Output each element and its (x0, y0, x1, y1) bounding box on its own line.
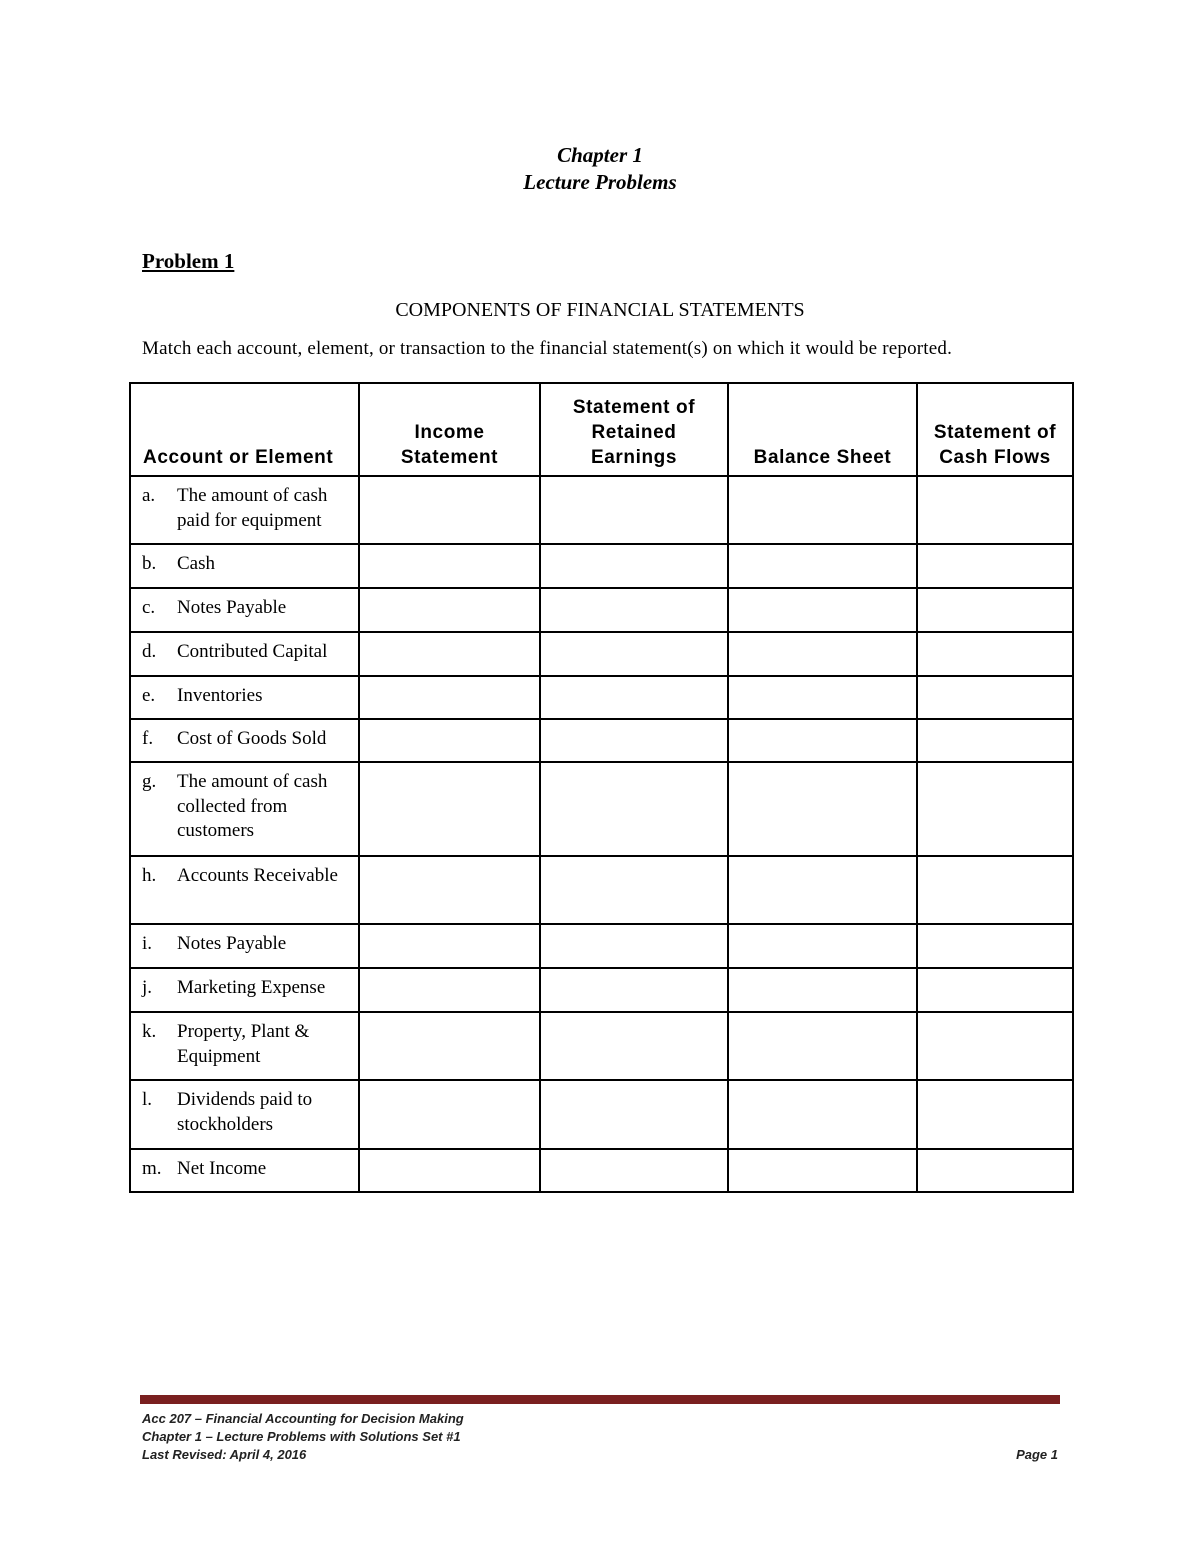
row-letter: g. (142, 771, 157, 792)
account-cell (130, 1080, 359, 1149)
cash-flows-cell[interactable] (917, 588, 1073, 632)
cash-flows-cell[interactable] (917, 719, 1073, 762)
retained-earnings-cell[interactable] (540, 632, 728, 676)
balance-sheet-cell[interactable] (728, 968, 917, 1012)
balance-sheet-cell[interactable] (728, 1080, 917, 1149)
retained-earnings-cell[interactable] (540, 968, 728, 1012)
account-cell (130, 1149, 359, 1192)
retained-earnings-cell[interactable] (540, 544, 728, 588)
income-statement-cell[interactable] (359, 1080, 540, 1149)
header-retained-earnings: Statement of Retained Earnings (540, 383, 728, 476)
row-letter: c. (142, 597, 156, 618)
account-cell (130, 476, 359, 544)
retained-earnings-cell[interactable] (540, 588, 728, 632)
account-name: Inventories (177, 685, 263, 706)
income-statement-cell[interactable] (359, 719, 540, 762)
row-letter: d. (142, 641, 157, 662)
balance-sheet-cell[interactable] (728, 719, 917, 762)
account-name: Accounts Receivable (177, 865, 338, 886)
income-statement-cell[interactable] (359, 588, 540, 632)
problem-label: Problem 1 (142, 249, 235, 273)
footer-course: Acc 207 – Financial Accounting for Decision Making (142, 1411, 464, 1426)
cash-flows-cell[interactable] (917, 1080, 1073, 1149)
header-income-statement: Income Statement (359, 383, 540, 476)
chapter-subtitle: Lecture Problems (523, 170, 677, 194)
row-letter: h. (142, 865, 157, 886)
income-statement-cell[interactable] (359, 632, 540, 676)
account-name: Notes Payable (177, 597, 287, 618)
account-name: Dividends paid to stockholders (177, 1089, 313, 1135)
header-balance-sheet: Balance Sheet (728, 383, 917, 476)
balance-sheet-cell[interactable] (728, 1012, 917, 1080)
account-cell (130, 762, 359, 856)
footer-page-number: Page 1 (1016, 1447, 1058, 1462)
footer-revised: Last Revised: April 4, 2016 (142, 1447, 307, 1462)
cash-flows-cell[interactable] (917, 1149, 1073, 1192)
retained-earnings-cell[interactable] (540, 1012, 728, 1080)
balance-sheet-cell[interactable] (728, 588, 917, 632)
section-heading: COMPONENTS OF FINANCIAL STATEMENTS (395, 299, 805, 321)
balance-sheet-cell[interactable] (728, 632, 917, 676)
account-cell (130, 856, 359, 924)
account-cell (130, 719, 359, 762)
income-statement-cell[interactable] (359, 1012, 540, 1080)
balance-sheet-cell[interactable] (728, 476, 917, 544)
income-statement-cell[interactable] (359, 968, 540, 1012)
income-statement-cell[interactable] (359, 924, 540, 968)
account-name: The amount of cash paid for equipment (177, 485, 328, 531)
table-row (130, 1149, 1073, 1192)
table-row (130, 762, 1073, 856)
account-cell (130, 968, 359, 1012)
cash-flows-cell[interactable] (917, 544, 1073, 588)
retained-earnings-cell[interactable] (540, 1080, 728, 1149)
account-name: Notes Payable (177, 933, 287, 954)
table-row (130, 676, 1073, 719)
table-row (130, 544, 1073, 588)
income-statement-cell[interactable] (359, 762, 540, 856)
account-cell (130, 632, 359, 676)
table-row (130, 968, 1073, 1012)
income-statement-cell[interactable] (359, 856, 540, 924)
account-cell (130, 588, 359, 632)
account-name: Property, Plant & Equipment (177, 1021, 310, 1067)
table-row (130, 856, 1073, 924)
account-name: Cost of Goods Sold (177, 728, 327, 749)
row-letter: j. (142, 977, 153, 998)
row-letter: m. (142, 1158, 162, 1179)
account-name: Contributed Capital (177, 641, 328, 662)
account-name: Marketing Expense (177, 977, 326, 998)
cash-flows-cell[interactable] (917, 632, 1073, 676)
table-row (130, 924, 1073, 968)
balance-sheet-cell[interactable] (728, 1149, 917, 1192)
cash-flows-cell[interactable] (917, 924, 1073, 968)
row-letter: a. (142, 485, 156, 506)
cash-flows-cell[interactable] (917, 762, 1073, 856)
account-name: Cash (177, 553, 215, 574)
retained-earnings-cell[interactable] (540, 924, 728, 968)
cash-flows-cell[interactable] (917, 856, 1073, 924)
balance-sheet-cell[interactable] (728, 924, 917, 968)
table-row (130, 588, 1073, 632)
table-row (130, 632, 1073, 676)
cash-flows-cell[interactable] (917, 968, 1073, 1012)
account-cell (130, 924, 359, 968)
table-row (130, 476, 1073, 544)
footer-set: Chapter 1 – Lecture Problems with Solutions Set #1 (142, 1429, 461, 1444)
balance-sheet-cell[interactable] (728, 856, 917, 924)
income-statement-cell[interactable] (359, 676, 540, 719)
header-account: Account or Element (130, 383, 359, 476)
statements-table (129, 382, 1074, 1193)
table-row (130, 1080, 1073, 1149)
cash-flows-cell[interactable] (917, 676, 1073, 719)
retained-earnings-cell[interactable] (540, 476, 728, 544)
row-letter: b. (142, 553, 157, 574)
cash-flows-cell[interactable] (917, 476, 1073, 544)
account-cell (130, 544, 359, 588)
retained-earnings-cell[interactable] (540, 676, 728, 719)
retained-earnings-cell[interactable] (540, 762, 728, 856)
table-header-row (130, 383, 1073, 476)
row-letter: f. (142, 728, 154, 749)
income-statement-cell[interactable] (359, 1149, 540, 1192)
balance-sheet-cell[interactable] (728, 544, 917, 588)
account-name: Net Income (177, 1158, 267, 1179)
chapter-title: Chapter 1 (557, 143, 643, 167)
retained-earnings-cell[interactable] (540, 719, 728, 762)
header-cash-flows: Statement of Cash Flows (917, 383, 1073, 476)
row-letter: l. (142, 1089, 153, 1110)
account-cell (130, 676, 359, 719)
account-name: The amount of cash collected from customers (177, 771, 328, 841)
footer-rule (140, 1395, 1060, 1404)
row-letter: i. (142, 933, 153, 954)
income-statement-cell[interactable] (359, 544, 540, 588)
row-letter: e. (142, 685, 156, 706)
retained-earnings-cell[interactable] (540, 1149, 728, 1192)
table-row (130, 719, 1073, 762)
retained-earnings-cell[interactable] (540, 856, 728, 924)
cash-flows-cell[interactable] (917, 1012, 1073, 1080)
balance-sheet-cell[interactable] (728, 762, 917, 856)
balance-sheet-cell[interactable] (728, 676, 917, 719)
row-letter: k. (142, 1021, 157, 1042)
account-cell (130, 1012, 359, 1080)
instructions: Match each account, element, or transaction to the financial statement(s) on which it would be reported. (142, 338, 953, 359)
income-statement-cell[interactable] (359, 476, 540, 544)
table-row (130, 1012, 1073, 1080)
